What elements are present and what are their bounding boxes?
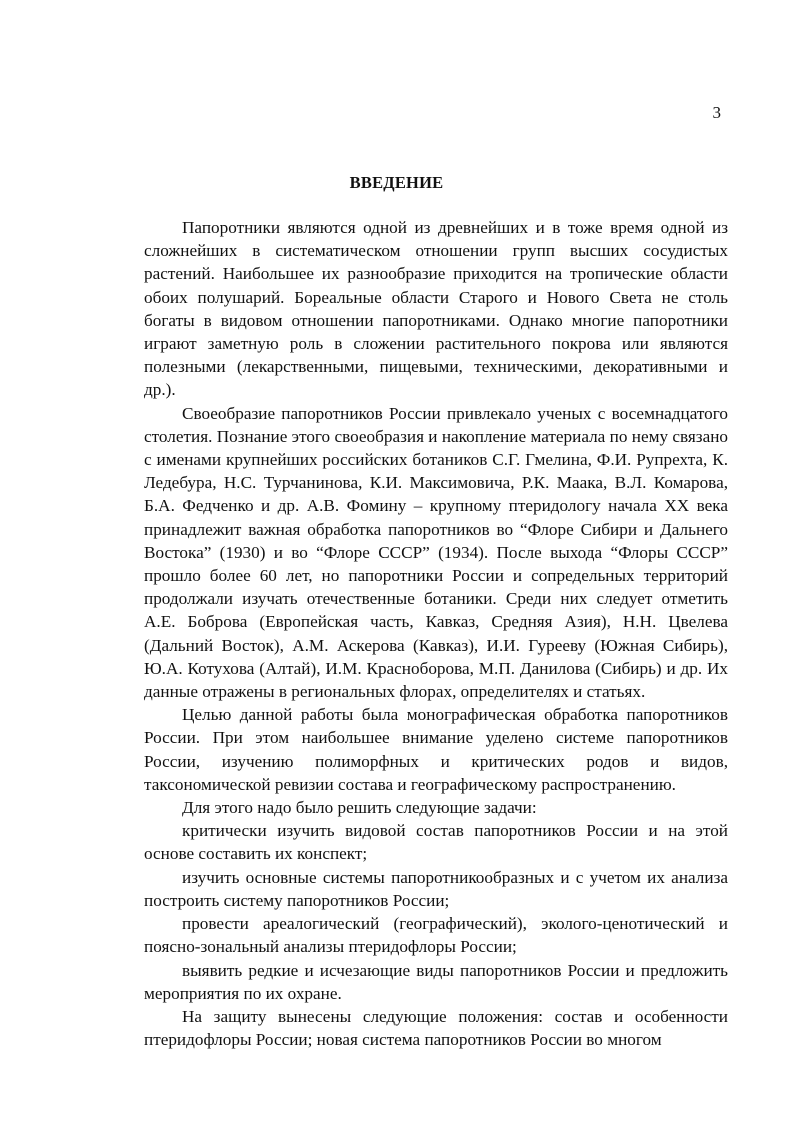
paragraph: Для этого надо было решить следующие задачи: xyxy=(182,798,537,818)
paragraph: выявить редкие и исчезающие виды папоротников России и предложить мероприятия по их охране. xyxy=(144,960,728,1003)
paragraph: Своеобразие папоротников России привлекало ученых с восемнадцатого столетия. Познание этого своеобразия и накопление материала по нему связано с именами крупнейших российских ботаников С.Г. Гмелина, Ф.И. Рупрехта, К. Ледебура, Н.С. Турчанинова, К.И. Максимовича, Р.К. Маака, В.Л. Комарова, Б.А. Федченко и др. А.В. Фомину – крупному птеридологу начала XX века принадлежит важная обработка папоротников во “Флоре Сибири и Дальнего Востока” (1930) и во “Флоре СССР” (1934). После выхода “Флоры СССР” прошло более 60 лет, но папоротники России и сопредельных территорий продолжали изучать отечественные ботаники. Среди них следует отметить А.Е. Боброва (Европейская часть, Кавказ, Средняя Азия), Н.Н. Цвелева (Дальний Восток), А.М. Аскерова (Кавказ), И.И. Гурееву (Южная Сибирь), Ю.А. Котухова (Алтай), И.М. Красноборова, М.П. Данилова (Сибирь) и др. Их данные отражены в региональных флорах, определителях и статьях. xyxy=(144,403,728,702)
paragraph: Папоротники являются одной из древнейших и в тоже время одной из сложнейших в систематическом отношении групп высших сосудистых растений. Наибольшее их разнообразие приходится на тропические области обоих полушарий. Бореальные области Старого и Нового Света не столь богаты в видовом отношении папоротниками. Однако многие папоротники играют заметную роль в сложении растительного покрова или являются полезными (лекарственными, пищевыми, техническими, декоративными и др.). xyxy=(144,218,728,400)
body-text xyxy=(144,216,728,1051)
paragraph: провести ареалогический (географический), эколого-ценотический и поясно-зональный анализы птеридофлоры России; xyxy=(144,914,728,957)
section-heading: ВВЕДЕНИЕ xyxy=(349,173,444,192)
paragraph: критически изучить видовой состав папоротников России и на этой основе составить их конспект; xyxy=(144,821,728,864)
page-number: 3 xyxy=(712,103,721,122)
paragraph: На защиту вынесены следующие положения: состав и особенности птеридофлоры России; новая система папоротников России во многом xyxy=(144,1006,728,1050)
paragraph: изучить основные системы папоротникообразных и с учетом их анализа построить систему папоротников России; xyxy=(144,867,728,910)
paragraph: Целью данной работы была монографическая обработка папоротников России. При этом наибольшее внимание уделено системе папоротников России, изучению полиморфных и критических родов и видов, таксономической ревизии состава и географическому распространению. xyxy=(144,705,728,794)
